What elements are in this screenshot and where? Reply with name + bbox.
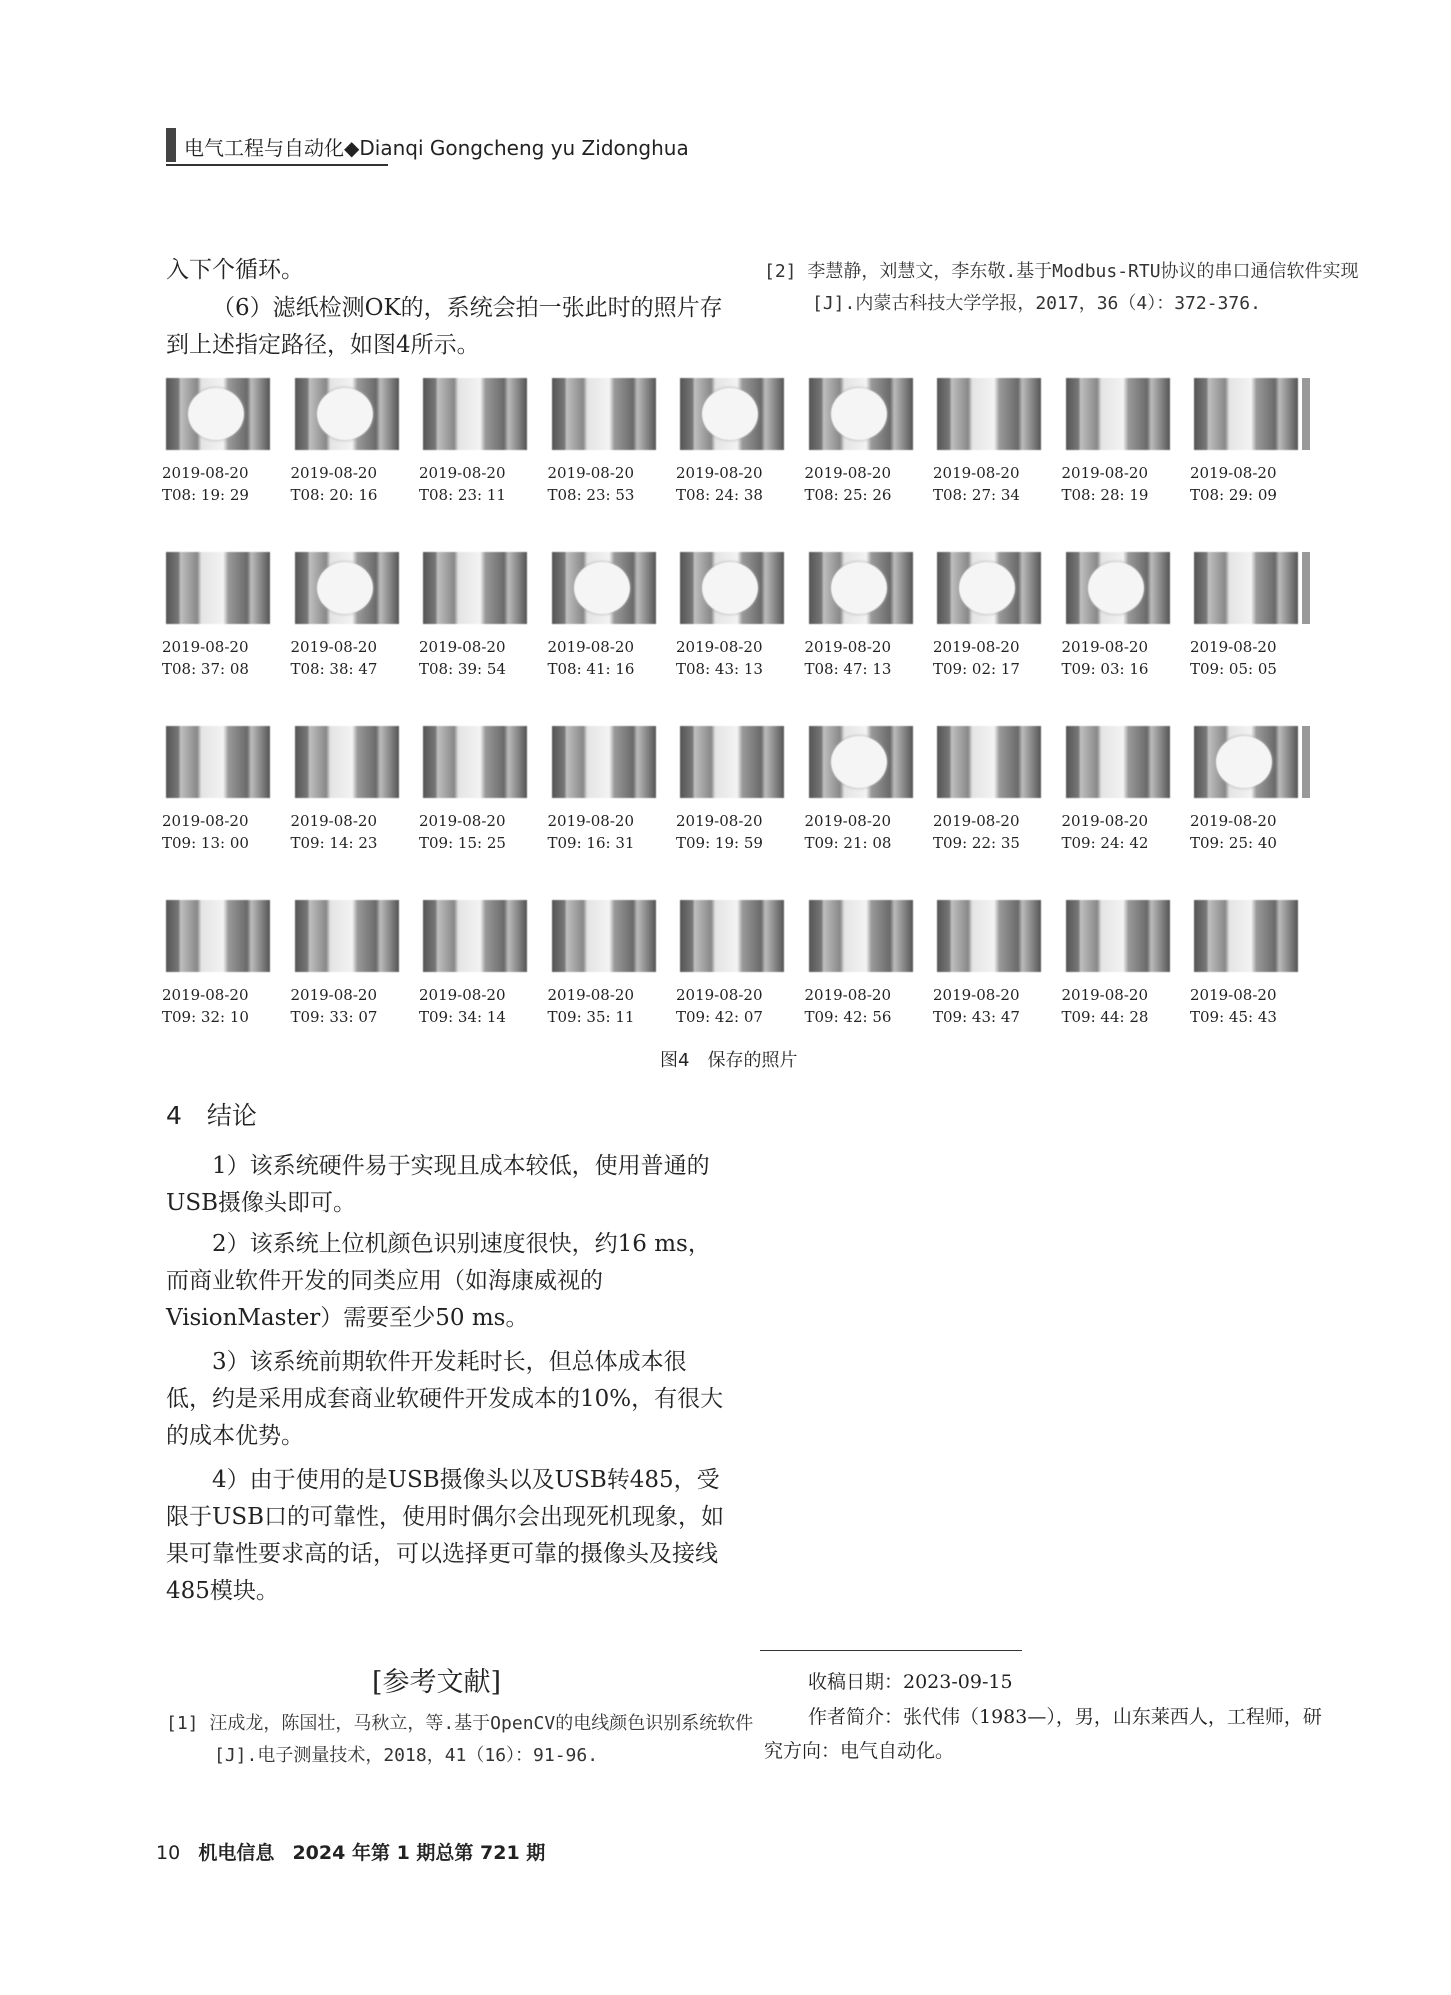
reference-2: [2] 李慧静，刘慧文，李东敬.基于Modbus-RTU协议的串口通信软件实现[J].内蒙古科技大学学报，2017，36（4）：372-376. bbox=[764, 261, 1359, 314]
photo-cell bbox=[419, 726, 539, 866]
photo-edge bbox=[1302, 726, 1310, 798]
photo-cell bbox=[162, 726, 282, 866]
photo-time: T08: 24: 38 bbox=[676, 486, 763, 504]
photo-thumbnail bbox=[809, 726, 913, 798]
photo-cell bbox=[419, 378, 539, 518]
photo-timestamp bbox=[162, 810, 282, 854]
figure-4-photo-grid bbox=[162, 378, 1322, 1028]
conclusion-item-3: 3）该系统前期软件开发耗时长，但总体成本很低，约是采用成套商业软硬件开发成本的10%，有很大的成本优势。 bbox=[166, 1349, 724, 1449]
photo-timestamp bbox=[419, 462, 539, 506]
photo-time: T09: 44: 28 bbox=[1061, 1008, 1149, 1026]
photo-date: 2019-08-20 bbox=[547, 812, 634, 830]
photo-date: 2019-08-20 bbox=[419, 638, 506, 656]
photo-cell bbox=[933, 552, 1053, 692]
photo-thumbnail bbox=[937, 378, 1041, 450]
photo-cell bbox=[1190, 378, 1310, 518]
running-header bbox=[166, 128, 689, 164]
photo-timestamp bbox=[1062, 462, 1182, 506]
journal-name: 电气工程与自动化◆Dianqi Gongcheng yu Zidonghua bbox=[184, 136, 689, 160]
photo-time: T08: 19: 29 bbox=[162, 486, 249, 504]
photo-thumbnail bbox=[423, 552, 527, 624]
photo-cell bbox=[291, 378, 411, 518]
photo-date: 2019-08-20 bbox=[1061, 464, 1148, 482]
photo-thumbnail bbox=[166, 378, 270, 450]
photo-timestamp bbox=[1190, 984, 1310, 1028]
photo-time: T08: 37: 08 bbox=[162, 660, 249, 678]
photo-date: 2019-08-20 bbox=[804, 638, 891, 656]
photo-thumbnail bbox=[1194, 378, 1298, 450]
photo-date: 2019-08-20 bbox=[162, 464, 249, 482]
photo-cell bbox=[933, 726, 1053, 866]
photo-thumbnail bbox=[1066, 378, 1170, 450]
photo-timestamp bbox=[933, 984, 1053, 1028]
photo-date: 2019-08-20 bbox=[804, 986, 891, 1004]
photo-timestamp bbox=[291, 462, 411, 506]
section-heading: 4 结论 bbox=[166, 1101, 257, 1130]
photo-date: 2019-08-20 bbox=[1061, 638, 1148, 656]
photo-timestamp bbox=[676, 462, 796, 506]
photo-time: T09: 33: 07 bbox=[290, 1008, 378, 1026]
photo-date: 2019-08-20 bbox=[1190, 812, 1277, 830]
photo-time: T09: 45: 43 bbox=[1190, 1008, 1277, 1026]
photo-time: T09: 42: 07 bbox=[676, 1008, 763, 1026]
photo-time: T09: 43: 47 bbox=[933, 1008, 1020, 1026]
photo-date: 2019-08-20 bbox=[290, 812, 377, 830]
photo-date: 2019-08-20 bbox=[162, 812, 249, 830]
photo-date: 2019-08-20 bbox=[547, 638, 634, 656]
photo-timestamp bbox=[162, 462, 282, 506]
photo-thumbnail bbox=[423, 726, 527, 798]
photo-cell bbox=[1190, 552, 1310, 692]
photo-time: T08: 25: 26 bbox=[804, 486, 892, 504]
photo-thumbnail bbox=[1194, 726, 1298, 798]
photo-timestamp bbox=[291, 636, 411, 680]
photo-date: 2019-08-20 bbox=[804, 812, 891, 830]
conclusion-item-4: 4）由于使用的是USB摄像头以及USB转485，受限于USB口的可靠性，使用时偶尔会出现死机现象，如果可靠性要求高的话，可以选择更可靠的摄像头及接线485模块。 bbox=[166, 1467, 725, 1604]
photo-time: T09: 34: 14 bbox=[419, 1008, 506, 1026]
photo-timestamp bbox=[805, 984, 925, 1028]
photo-thumbnail bbox=[295, 378, 399, 450]
photo-cell bbox=[548, 552, 668, 692]
photo-timestamp bbox=[933, 636, 1053, 680]
photo-cell bbox=[805, 378, 925, 518]
photo-timestamp bbox=[419, 984, 539, 1028]
photo-cell bbox=[419, 552, 539, 692]
photo-timestamp bbox=[291, 984, 411, 1028]
photo-date: 2019-08-20 bbox=[1190, 638, 1277, 656]
photo-date: 2019-08-20 bbox=[1190, 986, 1277, 1004]
photo-thumbnail bbox=[552, 900, 656, 972]
photo-timestamp bbox=[162, 984, 282, 1028]
photo-cell bbox=[1062, 726, 1182, 866]
photo-date: 2019-08-20 bbox=[547, 986, 634, 1004]
photo-thumbnail bbox=[552, 726, 656, 798]
photo-cell bbox=[162, 378, 282, 518]
photo-date: 2019-08-20 bbox=[1061, 812, 1148, 830]
photo-timestamp bbox=[419, 810, 539, 854]
photo-thumbnail bbox=[295, 900, 399, 972]
photo-thumbnail bbox=[423, 900, 527, 972]
photo-date: 2019-08-20 bbox=[933, 812, 1020, 830]
photo-cell bbox=[291, 552, 411, 692]
page-number: 10 bbox=[156, 1842, 181, 1864]
page-footer bbox=[156, 1838, 545, 1865]
photo-thumbnail bbox=[680, 378, 784, 450]
photo-timestamp bbox=[548, 462, 668, 506]
photo-date: 2019-08-20 bbox=[162, 638, 249, 656]
conclusion-item-1: 1）该系统硬件易于实现且成本较低，使用普通的USB摄像头即可。 bbox=[166, 1153, 710, 1216]
photo-date: 2019-08-20 bbox=[804, 464, 891, 482]
photo-thumbnail bbox=[1066, 900, 1170, 972]
photo-time: T08: 47: 13 bbox=[804, 660, 892, 678]
author-bio: 作者简介：张代伟（1983—），男，山东莱西人，工程师，研究方向：电气自动化。 bbox=[764, 1706, 1322, 1762]
received-date: 收稿日期：2023-09-15 bbox=[808, 1671, 1013, 1693]
header-rule bbox=[166, 164, 388, 166]
photo-time: T09: 05: 05 bbox=[1190, 660, 1277, 678]
photo-cell bbox=[676, 900, 796, 1040]
photo-time: T09: 21: 08 bbox=[804, 834, 892, 852]
photo-date: 2019-08-20 bbox=[290, 638, 377, 656]
photo-thumbnail bbox=[552, 552, 656, 624]
photo-time: T09: 42: 56 bbox=[804, 1008, 892, 1026]
photo-edge bbox=[1302, 552, 1310, 624]
photo-thumbnail bbox=[809, 552, 913, 624]
photo-thumbnail bbox=[295, 552, 399, 624]
photo-cell bbox=[291, 726, 411, 866]
photo-thumbnail bbox=[680, 726, 784, 798]
photo-time: T08: 43: 13 bbox=[676, 660, 763, 678]
photo-timestamp bbox=[676, 636, 796, 680]
photo-time: T09: 25: 40 bbox=[1190, 834, 1277, 852]
photo-time: T08: 27: 34 bbox=[933, 486, 1020, 504]
photo-time: T09: 03: 16 bbox=[1061, 660, 1149, 678]
photo-cell bbox=[805, 726, 925, 866]
photo-timestamp bbox=[933, 462, 1053, 506]
photo-thumbnail bbox=[809, 900, 913, 972]
photo-cell bbox=[805, 900, 925, 1040]
photo-time: T09: 14: 23 bbox=[290, 834, 378, 852]
photo-time: T09: 15: 25 bbox=[419, 834, 506, 852]
photo-edge bbox=[1302, 378, 1310, 450]
photo-thumbnail bbox=[937, 726, 1041, 798]
photo-time: T08: 41: 16 bbox=[547, 660, 635, 678]
photo-cell bbox=[1062, 378, 1182, 518]
photo-time: T09: 35: 11 bbox=[547, 1008, 635, 1026]
photo-cell bbox=[548, 378, 668, 518]
photo-date: 2019-08-20 bbox=[162, 986, 249, 1004]
photo-time: T08: 29: 09 bbox=[1190, 486, 1277, 504]
photo-time: T08: 23: 11 bbox=[419, 486, 506, 504]
photo-cell bbox=[1190, 726, 1310, 866]
photo-cell bbox=[419, 900, 539, 1040]
photo-thumbnail bbox=[552, 378, 656, 450]
photo-cell bbox=[933, 378, 1053, 518]
photo-date: 2019-08-20 bbox=[290, 986, 377, 1004]
photo-thumbnail bbox=[166, 726, 270, 798]
photo-thumbnail bbox=[166, 900, 270, 972]
photo-timestamp bbox=[1190, 810, 1310, 854]
photo-cell bbox=[548, 900, 668, 1040]
text-line: 入下个循环。 bbox=[166, 257, 304, 283]
photo-date: 2019-08-20 bbox=[1061, 986, 1148, 1004]
photo-time: T08: 23: 53 bbox=[547, 486, 635, 504]
photo-timestamp bbox=[1190, 636, 1310, 680]
footnote-rule bbox=[760, 1650, 1022, 1651]
photo-timestamp bbox=[676, 984, 796, 1028]
photo-time: T09: 13: 00 bbox=[162, 834, 249, 852]
photo-thumbnail bbox=[1194, 552, 1298, 624]
photo-timestamp bbox=[1190, 462, 1310, 506]
photo-cell bbox=[1190, 900, 1310, 1040]
photo-timestamp bbox=[1062, 810, 1182, 854]
photo-thumbnail bbox=[423, 378, 527, 450]
photo-thumbnail bbox=[166, 552, 270, 624]
references-heading: [参考文献] bbox=[372, 1667, 502, 1698]
photo-time: T09: 19: 59 bbox=[676, 834, 763, 852]
footer-issue: 2024 年第 1 期总第 721 期 bbox=[292, 1842, 546, 1864]
footer-journal: 机电信息 bbox=[198, 1842, 275, 1864]
photo-timestamp bbox=[548, 810, 668, 854]
photo-timestamp bbox=[291, 810, 411, 854]
photo-timestamp bbox=[933, 810, 1053, 854]
photo-cell bbox=[1062, 552, 1182, 692]
photo-thumbnail bbox=[937, 900, 1041, 972]
header-bar bbox=[166, 128, 176, 162]
photo-time: T09: 02: 17 bbox=[933, 660, 1020, 678]
photo-cell bbox=[1062, 900, 1182, 1040]
photo-timestamp bbox=[162, 636, 282, 680]
photo-time: T09: 16: 31 bbox=[547, 834, 635, 852]
photo-timestamp bbox=[548, 984, 668, 1028]
photo-time: T08: 38: 47 bbox=[290, 660, 378, 678]
photo-timestamp bbox=[805, 810, 925, 854]
photo-thumbnail bbox=[1066, 726, 1170, 798]
photo-cell bbox=[291, 900, 411, 1040]
photo-timestamp bbox=[805, 462, 925, 506]
reference-1: [1] 汪成龙，陈国壮，马秋立，等.基于OpenCV的电线颜色识别系统软件[J].电子测量技术，2018，41（16）：91-96. bbox=[166, 1713, 754, 1766]
photo-time: T08: 20: 16 bbox=[290, 486, 378, 504]
paragraph-6: （6）滤纸检测OK的，系统会拍一张此时的照片存到上述指定路径，如图4所示。 bbox=[166, 295, 723, 358]
photo-cell bbox=[676, 552, 796, 692]
photo-timestamp bbox=[676, 810, 796, 854]
photo-date: 2019-08-20 bbox=[676, 986, 763, 1004]
photo-time: T09: 22: 35 bbox=[933, 834, 1020, 852]
photo-thumbnail bbox=[809, 378, 913, 450]
photo-date: 2019-08-20 bbox=[419, 464, 506, 482]
photo-thumbnail bbox=[295, 726, 399, 798]
photo-timestamp bbox=[419, 636, 539, 680]
photo-time: T09: 32: 10 bbox=[162, 1008, 249, 1026]
photo-thumbnail bbox=[1194, 900, 1298, 972]
photo-date: 2019-08-20 bbox=[419, 986, 506, 1004]
photo-date: 2019-08-20 bbox=[419, 812, 506, 830]
photo-cell bbox=[805, 552, 925, 692]
photo-date: 2019-08-20 bbox=[1190, 464, 1277, 482]
figure-caption: 图4 保存的照片 bbox=[660, 1050, 798, 1071]
photo-date: 2019-08-20 bbox=[547, 464, 634, 482]
photo-time: T08: 39: 54 bbox=[419, 660, 506, 678]
photo-date: 2019-08-20 bbox=[290, 464, 377, 482]
photo-date: 2019-08-20 bbox=[676, 638, 763, 656]
photo-date: 2019-08-20 bbox=[933, 464, 1020, 482]
photo-thumbnail bbox=[937, 552, 1041, 624]
photo-cell bbox=[676, 378, 796, 518]
photo-cell bbox=[162, 552, 282, 692]
photo-date: 2019-08-20 bbox=[933, 638, 1020, 656]
photo-thumbnail bbox=[1066, 552, 1170, 624]
photo-cell bbox=[676, 726, 796, 866]
photo-time: T08: 28: 19 bbox=[1061, 486, 1149, 504]
photo-timestamp bbox=[1062, 984, 1182, 1028]
photo-timestamp bbox=[548, 636, 668, 680]
photo-date: 2019-08-20 bbox=[933, 986, 1020, 1004]
photo-timestamp bbox=[805, 636, 925, 680]
photo-cell bbox=[933, 900, 1053, 1040]
photo-timestamp bbox=[1062, 636, 1182, 680]
photo-thumbnail bbox=[680, 900, 784, 972]
photo-date: 2019-08-20 bbox=[676, 812, 763, 830]
photo-time: T09: 24: 42 bbox=[1061, 834, 1149, 852]
photo-cell bbox=[162, 900, 282, 1040]
photo-thumbnail bbox=[680, 552, 784, 624]
photo-date: 2019-08-20 bbox=[676, 464, 763, 482]
photo-cell bbox=[548, 726, 668, 866]
conclusion-item-2: 2）该系统上位机颜色识别速度很快，约16 ms，而商业软件开发的同类应用（如海康威视的VisionMaster）需要至少50 ms。 bbox=[166, 1231, 711, 1331]
